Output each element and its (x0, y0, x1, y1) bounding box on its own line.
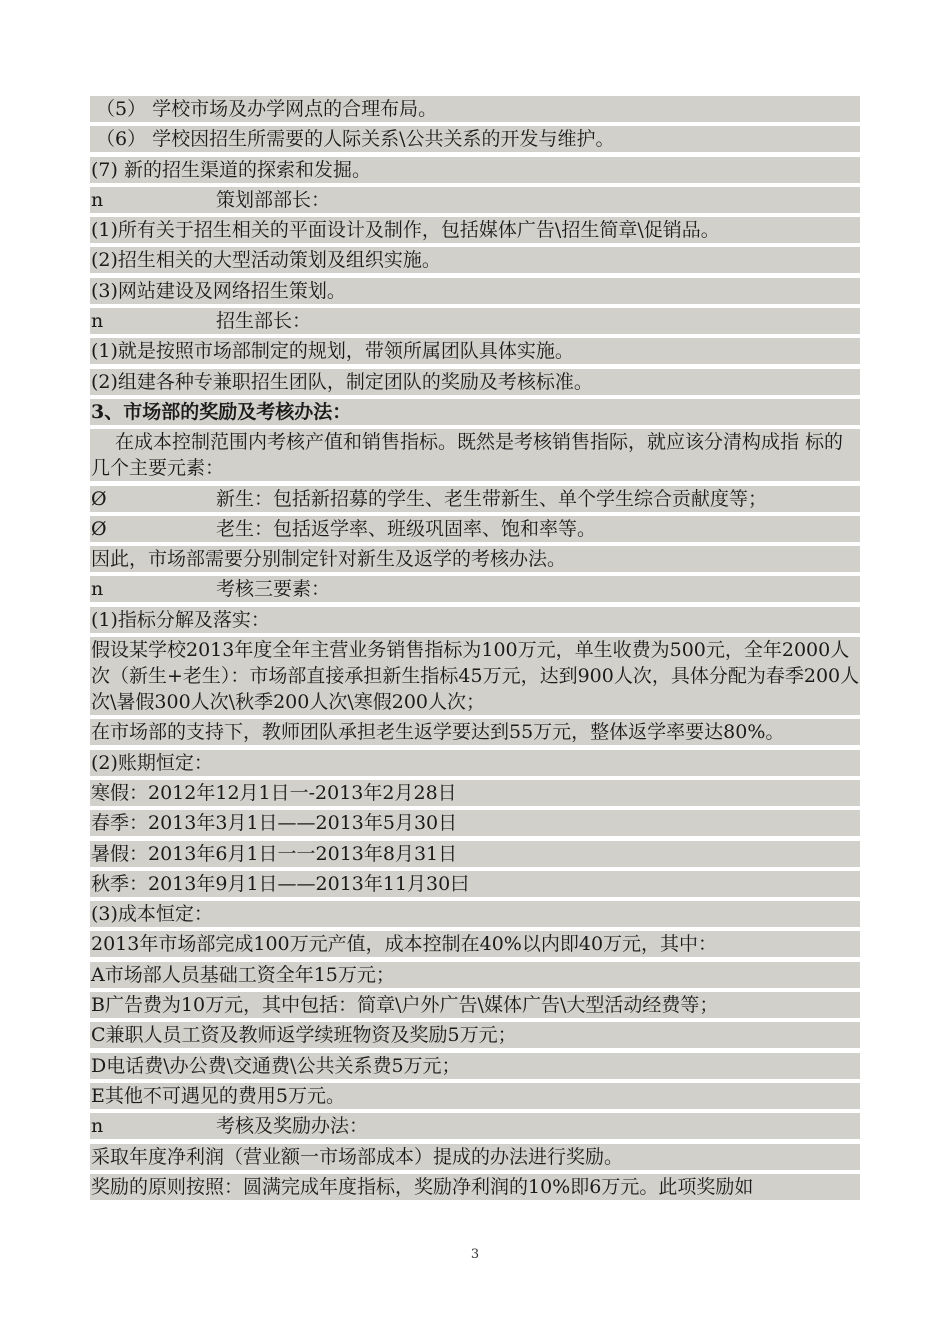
paragraph: 因此，市场部需要分别制定针对新生及返学的考核办法。 (90, 546, 860, 572)
list-item: (1)所有关于招生相关的平面设计及制作，包括媒体广告\招生简章\促销品。 (90, 217, 860, 243)
bullet-marker: n (91, 310, 104, 333)
list-item: E其他不可遇见的费用5万元。 (90, 1083, 860, 1109)
list-item: (1)就是按照市场部制定的规划，带领所属团队具体实施。 (90, 338, 860, 364)
list-item: C兼职人员工资及教师返学续班物资及奖励5万元； (90, 1022, 860, 1048)
list-item: (2)组建各种专兼职招生团队，制定团队的奖励及考核标准。 (90, 369, 860, 395)
list-item: 暑假：2013年6月1日一一2013年8月31日 (90, 841, 860, 867)
list-item: (1)指标分解及落实： (90, 607, 860, 633)
list-item: (7) 新的招生渠道的探索和发掘。 (90, 157, 860, 183)
document-body (90, 96, 860, 1204)
bullet-text: 考核及奖励办法： (216, 1115, 369, 1138)
bullet-item (90, 576, 860, 602)
list-item: (3)网站建设及网络招生策划。 (90, 278, 860, 304)
bullet-item (90, 1113, 860, 1139)
list-item: D电话费\办公费\交通费\公共关系费5万元； (90, 1053, 860, 1079)
paragraph: 奖励的原则按照：圆满完成年度指标，奖励净利润的10%即6万元。此项奖励如 (90, 1174, 860, 1200)
list-item: (3)成本恒定： (90, 901, 860, 927)
bullet-item (90, 516, 860, 542)
section-heading: 3、市场部的奖励及考核办法： (90, 399, 860, 425)
list-item: （5） 学校市场及办学网点的合理布局。 (90, 96, 860, 122)
bullet-marker: Ø (91, 517, 107, 540)
list-item: （6） 学校因招生所需要的人际关系\公共关系的开发与维护。 (90, 126, 860, 152)
bullet-marker: n (91, 1115, 104, 1138)
list-item: A市场部人员基础工资全年15万元； (90, 962, 860, 988)
page-number: 3 (470, 1247, 480, 1262)
bullet-item (90, 187, 860, 213)
bullet-text: 新生：包括新招募的学生、老生带新生、单个学生综合贡献度等； (216, 487, 768, 510)
bullet-item (90, 308, 860, 334)
paragraph: 在市场部的支持下，教师团队承担老生返学要达到55万元，整体返学率要达80%。 (90, 719, 860, 745)
list-item: (2)招生相关的大型活动策划及组织实施。 (90, 247, 860, 273)
paragraph: 在成本控制范围内考核产值和销售指标。既然是考核销售指际，就应该分清构成指 标的几个主要元素： (90, 429, 860, 481)
bullet-marker: n (91, 188, 104, 211)
bullet-marker: Ø (91, 487, 107, 510)
paragraph: 假设某学校2013年度全年主营业务销售指标为100万元，单生收费为500元，全年2000人次（新生+老生）：市场部直接承担新生指标45万元，达到900人次，具体分配为春季200人次\暑假300人次\秋季200人次\寒假200人次； (91, 639, 860, 714)
list-item: B广告费为10万元，其中包括：简章\户外广告\媒体广告\大型活动经费等； (90, 992, 860, 1018)
paragraph: 2013年市场部完成100万元产值，成本控制在40%以内即40万元，其中： (90, 931, 860, 957)
bullet-text: 考核三要素： (216, 578, 331, 601)
list-item: 春季：2013年3月1日——2013年5月30日 (90, 810, 860, 836)
bullet-item (90, 486, 860, 512)
paragraph: 采取年度净利润（营业额一市场部成本）提成的办法进行奖励。 (90, 1144, 860, 1170)
bullet-text: 招生部长： (216, 310, 312, 333)
list-item: 秋季：2013年9月1日——2013年11月30曰 (90, 871, 860, 897)
list-item: (2)账期恒定： (90, 750, 860, 776)
bullet-text: 老生：包括返学率、班级巩固率、饱和率等。 (216, 517, 597, 540)
list-item: 寒假：2012年12月1日一-2013年2月28日 (90, 780, 860, 806)
bullet-text: 策划部部长： (216, 188, 331, 211)
bullet-marker: n (91, 578, 104, 601)
